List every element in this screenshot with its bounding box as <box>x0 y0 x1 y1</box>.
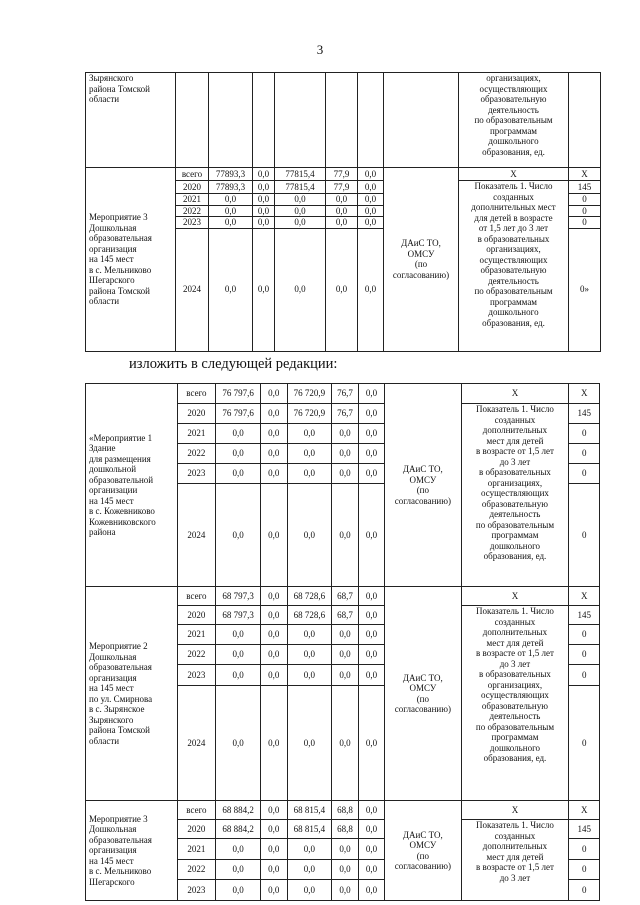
local-cell: 76,7 <box>332 404 358 424</box>
value-cell: 0 <box>569 424 600 444</box>
continuation-row <box>86 73 601 168</box>
page-number: 3 <box>316 42 324 57</box>
federal-cell: 0,0 <box>253 194 275 206</box>
value-cell: 0 <box>569 194 601 206</box>
local-cell: 77,9 <box>326 181 358 194</box>
federal-cell: 0,0 <box>253 168 275 181</box>
total-cell: 68 797,3 <box>216 587 261 606</box>
year-cell: 2022 <box>177 860 216 880</box>
federal-cell: 0,0 <box>253 228 275 351</box>
year-cell: 2023 <box>177 665 216 686</box>
year-cell: 2022 <box>176 205 209 217</box>
regional-cell: 68 815,4 <box>287 801 332 820</box>
total-cell: 0,0 <box>216 424 261 444</box>
total-cell: 0,0 <box>216 880 261 901</box>
total-cell: 68 797,3 <box>216 606 261 625</box>
value-cell: 0 <box>569 464 600 484</box>
table-row <box>86 587 600 606</box>
extra-cell: 0,0 <box>358 205 384 217</box>
regional-cell: 0,0 <box>287 665 332 686</box>
year-cell: 2020 <box>177 820 216 839</box>
empty-cell <box>275 73 326 168</box>
year-cell: 2022 <box>177 645 216 665</box>
regional-cell: 0,0 <box>287 839 332 860</box>
local-cell: 0,0 <box>332 645 358 665</box>
total-cell: 77893,3 <box>209 181 253 194</box>
local-cell: 77,9 <box>326 168 358 181</box>
value-cell: 0 <box>569 484 600 587</box>
total-cell: 0,0 <box>209 228 253 351</box>
indicator-cell: организациях, осуществляющих образовательную деятельность по образовательным программам дошкольного образования, ед. <box>459 73 569 168</box>
local-cell: 0,0 <box>332 444 358 464</box>
regional-cell: 0,0 <box>275 205 326 217</box>
value-cell: 0 <box>569 217 601 229</box>
federal-cell: 0,0 <box>261 820 287 839</box>
year-cell: 2023 <box>177 464 216 484</box>
regional-cell: 0,0 <box>275 228 326 351</box>
total-cell: 0,0 <box>216 645 261 665</box>
indicator-x-cell: Х <box>461 801 569 820</box>
extra-cell: 0,0 <box>358 686 384 801</box>
year-cell: всего <box>177 587 216 606</box>
value-cell: 0 <box>569 839 600 860</box>
measure-block <box>86 384 600 587</box>
extra-cell: 0,0 <box>358 168 384 181</box>
year-cell: всего <box>177 384 216 404</box>
year-cell: 2023 <box>176 217 209 229</box>
federal-cell: 0,0 <box>261 444 287 464</box>
measure-name: Зырянского района Томской области <box>86 73 176 168</box>
measure-name: Мероприятие 3 Дошкольная образовательная организация на 145 мест в с. Мельниково Шегарского района Томской области <box>86 168 176 352</box>
value-cell: 145 <box>569 181 601 194</box>
year-cell: 2024 <box>176 228 209 351</box>
extra-cell: 0,0 <box>358 645 384 665</box>
extra-cell: 0,0 <box>358 860 384 880</box>
regional-cell: 0,0 <box>287 860 332 880</box>
regional-cell: 68 815,4 <box>287 820 332 839</box>
new-table <box>85 383 600 901</box>
total-cell: 0,0 <box>209 205 253 217</box>
year-cell: 2020 <box>176 181 209 194</box>
regional-cell: 0,0 <box>287 625 332 645</box>
value-cell: 0 <box>569 444 600 464</box>
local-cell: 68,7 <box>332 606 358 625</box>
table-row <box>86 168 601 181</box>
total-cell: 0,0 <box>216 686 261 801</box>
local-cell: 0,0 <box>326 194 358 206</box>
local-cell: 0,0 <box>332 839 358 860</box>
value-cell: 0» <box>569 228 601 351</box>
federal-cell: 0,0 <box>253 181 275 194</box>
local-cell: 68,8 <box>332 801 358 820</box>
federal-cell: 0,0 <box>253 205 275 217</box>
federal-cell: 0,0 <box>261 801 287 820</box>
federal-cell: 0,0 <box>261 384 287 404</box>
indicator-cell: Показатель 1. Число созданных дополнительных мест для детей в возрасте от 1,5 лет до 3 лет в образовательных организациях, осуществляющих образовательную деятельность по образовательным программам дошкольного образования, ед. <box>461 606 569 801</box>
measure-name: Мероприятие 3 Дошкольная образовательная организация на 145 мест в с. Мельниково Шегарского <box>86 801 178 901</box>
total-cell: 68 884,2 <box>216 820 261 839</box>
federal-cell: 0,0 <box>261 686 287 801</box>
total-cell: 0,0 <box>216 860 261 880</box>
year-cell: 2022 <box>177 444 216 464</box>
local-cell: 0,0 <box>326 228 358 351</box>
year-cell: 2020 <box>177 404 216 424</box>
total-cell: 77893,3 <box>209 168 253 181</box>
federal-cell: 0,0 <box>261 404 287 424</box>
measure-block <box>86 168 601 352</box>
extra-cell: 0,0 <box>358 181 384 194</box>
indicator-cell: Показатель 1. Число созданных дополнительных мест для детей в возрасте от 1,5 лет до 3 лет <box>461 820 569 901</box>
regional-cell: 77815,4 <box>275 168 326 181</box>
total-cell: 0,0 <box>216 625 261 645</box>
table-row <box>86 384 600 404</box>
value-cell: 0 <box>569 880 600 901</box>
total-cell: 68 884,2 <box>216 801 261 820</box>
responsible-cell: ДАиС ТО, ОМСУ (по согласованию) <box>385 587 461 801</box>
regional-cell: 0,0 <box>275 217 326 229</box>
federal-cell: 0,0 <box>253 217 275 229</box>
local-cell: 0,0 <box>332 464 358 484</box>
value-cell: Х <box>569 801 600 820</box>
value-cell: Х <box>569 168 601 181</box>
responsible-cell: ДАиС ТО, ОМСУ (по согласованию) <box>384 168 459 352</box>
old-table <box>85 72 601 352</box>
regional-cell: 76 720,9 <box>287 404 332 424</box>
year-cell: 2021 <box>177 625 216 645</box>
regional-cell: 0,0 <box>275 194 326 206</box>
extra-cell: 0,0 <box>358 228 384 351</box>
regional-cell: 68 728,6 <box>287 587 332 606</box>
value-cell: 145 <box>569 606 600 625</box>
measure-name: «Мероприятие 1 Здание для размещения дошкольной образовательной организации на 145 мест в с. Кожевниково Кожевниковского района <box>86 384 178 587</box>
year-cell: 2021 <box>177 839 216 860</box>
regional-cell: 0,0 <box>287 464 332 484</box>
extra-cell: 0,0 <box>358 217 384 229</box>
measure-block <box>86 587 600 801</box>
year-cell: 2021 <box>177 424 216 444</box>
extra-cell: 0,0 <box>358 464 384 484</box>
extra-cell: 0,0 <box>358 665 384 686</box>
extra-cell: 0,0 <box>358 404 384 424</box>
extra-cell: 0,0 <box>358 384 384 404</box>
total-cell: 0,0 <box>216 464 261 484</box>
extra-cell: 0,0 <box>358 444 384 464</box>
regional-cell: 76 720,9 <box>287 384 332 404</box>
local-cell: 76,7 <box>332 384 358 404</box>
total-cell: 76 797,6 <box>216 384 261 404</box>
value-cell: 0 <box>569 686 600 801</box>
total-cell: 0,0 <box>216 665 261 686</box>
total-cell: 0,0 <box>216 484 261 587</box>
year-cell: всего <box>176 168 209 181</box>
federal-cell: 0,0 <box>261 464 287 484</box>
total-cell: 76 797,6 <box>216 404 261 424</box>
local-cell: 0,0 <box>326 205 358 217</box>
indicator-cell: Показатель 1. Число созданных дополнительных мест для детей в возрасте от 1,5 лет до 3 лет в образовательных организациях, осуществляющих образовательную деятельность по образовательным программам дошкольного образования, ед. <box>459 181 569 352</box>
value-cell: 0 <box>569 860 600 880</box>
local-cell: 0,0 <box>332 686 358 801</box>
federal-cell: 0,0 <box>261 484 287 587</box>
local-cell: 0,0 <box>332 860 358 880</box>
indicator-x-cell: Х <box>461 587 569 606</box>
value-cell: 0 <box>569 665 600 686</box>
extra-cell: 0,0 <box>358 587 384 606</box>
regional-cell: 0,0 <box>287 645 332 665</box>
federal-cell: 0,0 <box>261 860 287 880</box>
year-cell: 2024 <box>177 686 216 801</box>
federal-cell: 0,0 <box>261 645 287 665</box>
total-cell: 0,0 <box>216 839 261 860</box>
regional-cell: 68 728,6 <box>287 606 332 625</box>
value-cell: 0 <box>569 645 600 665</box>
extra-cell: 0,0 <box>358 801 384 820</box>
local-cell: 0,0 <box>332 665 358 686</box>
empty-cell <box>209 73 253 168</box>
responsible-cell: ДАиС ТО, ОМСУ (по согласованию) <box>385 384 461 587</box>
extra-cell: 0,0 <box>358 194 384 206</box>
extra-cell: 0,0 <box>358 625 384 645</box>
local-cell: 0,0 <box>332 484 358 587</box>
regional-cell: 0,0 <box>287 424 332 444</box>
local-cell: 0,0 <box>332 625 358 645</box>
year-cell: всего <box>177 801 216 820</box>
empty-cell <box>176 73 209 168</box>
regional-cell: 77815,4 <box>275 181 326 194</box>
empty-cell <box>326 73 358 168</box>
extra-cell: 0,0 <box>358 484 384 587</box>
year-cell: 2020 <box>177 606 216 625</box>
measure-name: Мероприятие 2 Дошкольная образовательная организация на 145 мест по ул. Смирнова в с. Зырянское Зырянского района Томской области <box>86 587 178 801</box>
total-cell: 0,0 <box>209 194 253 206</box>
measure-block <box>86 801 600 901</box>
federal-cell: 0,0 <box>261 665 287 686</box>
empty-cell <box>384 73 459 168</box>
total-cell: 0,0 <box>209 217 253 229</box>
value-cell: 0 <box>569 625 600 645</box>
extra-cell: 0,0 <box>358 839 384 860</box>
extra-cell: 0,0 <box>358 820 384 839</box>
table-row <box>86 801 600 820</box>
value-cell: Х <box>569 384 600 404</box>
regional-cell: 0,0 <box>287 686 332 801</box>
value-cell: 145 <box>569 404 600 424</box>
regional-cell: 0,0 <box>287 484 332 587</box>
extra-cell: 0,0 <box>358 424 384 444</box>
local-cell: 0,0 <box>326 217 358 229</box>
extra-cell: 0,0 <box>358 880 384 901</box>
year-cell: 2021 <box>176 194 209 206</box>
empty-cell <box>253 73 275 168</box>
year-cell: 2023 <box>177 880 216 901</box>
regional-cell: 0,0 <box>287 444 332 464</box>
federal-cell: 0,0 <box>261 606 287 625</box>
indicator-x-cell: Х <box>459 168 569 181</box>
empty-cell <box>569 73 601 168</box>
federal-cell: 0,0 <box>261 587 287 606</box>
extra-cell: 0,0 <box>358 606 384 625</box>
value-cell: Х <box>569 587 600 606</box>
local-cell: 68,7 <box>332 587 358 606</box>
year-cell: 2024 <box>177 484 216 587</box>
federal-cell: 0,0 <box>261 424 287 444</box>
federal-cell: 0,0 <box>261 880 287 901</box>
instruction-phrase: изложить в следующей редакции: <box>129 356 338 372</box>
responsible-cell: ДАиС ТО, ОМСУ (по согласованию) <box>385 801 461 901</box>
federal-cell: 0,0 <box>261 839 287 860</box>
empty-cell <box>358 73 384 168</box>
regional-cell: 0,0 <box>287 880 332 901</box>
local-cell: 0,0 <box>332 880 358 901</box>
value-cell: 0 <box>569 205 601 217</box>
indicator-x-cell: Х <box>461 384 569 404</box>
local-cell: 68,8 <box>332 820 358 839</box>
value-cell: 145 <box>569 820 600 839</box>
federal-cell: 0,0 <box>261 625 287 645</box>
total-cell: 0,0 <box>216 444 261 464</box>
local-cell: 0,0 <box>332 424 358 444</box>
indicator-cell: Показатель 1. Число созданных дополнительных мест для детей в возрасте от 1,5 лет до 3 лет в образовательных организациях, осуществляющих образовательную деятельность по образовательным программам дошкольного образования, ед. <box>461 404 569 587</box>
